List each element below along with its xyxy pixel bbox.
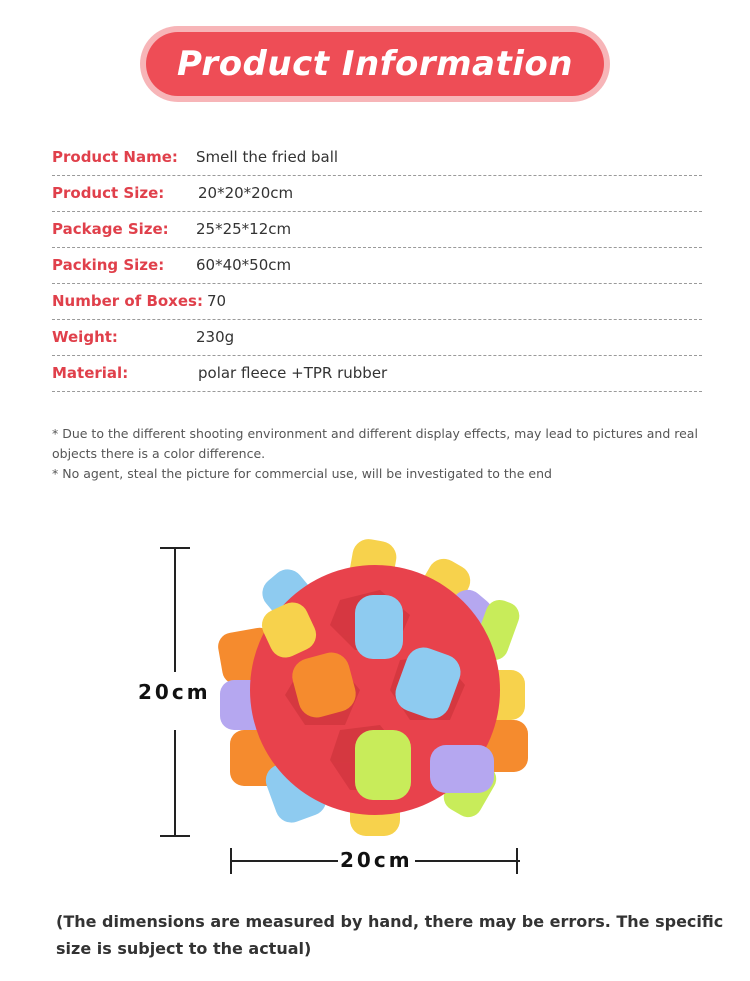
- spec-value: 20*20*20cm: [198, 184, 294, 202]
- spec-label: Product Size:: [52, 184, 165, 202]
- dimension-tick-bottom: [160, 835, 190, 837]
- spec-row-packing-size: [52, 248, 702, 284]
- spec-row-package-size: [52, 212, 702, 248]
- spec-value: 230g: [196, 328, 235, 346]
- dimension-tick-right: [516, 848, 518, 874]
- spec-label: Packing Size:: [52, 256, 165, 274]
- dimension-line-vertical-lower: [174, 730, 176, 836]
- spec-value: 60*40*50cm: [196, 256, 292, 274]
- measurement-disclaimer: (The dimensions are measured by hand, there may be errors. The specific size is subject to the actual): [56, 912, 724, 958]
- note-copyright: * No agent, steal the picture for commercial use, will be investigated to the end: [52, 466, 552, 481]
- spec-label: Number of Boxes:: [52, 292, 203, 310]
- note-color-difference: * Due to the different shooting environment and different display effects, may lead to pictures and real objects there is a color difference.: [52, 426, 698, 461]
- spec-label: Package Size:: [52, 220, 169, 238]
- spec-row-product-size: [52, 176, 702, 212]
- dimension-label-width: 20cm: [340, 848, 413, 872]
- snuffle-ball-image: [210, 530, 530, 840]
- spec-table: [52, 140, 702, 392]
- spec-row-material: [52, 356, 702, 392]
- notes: [52, 424, 712, 484]
- title-banner: [140, 26, 610, 102]
- spec-row-number-of-boxes: [52, 284, 702, 320]
- spec-label: Product Name:: [52, 148, 178, 166]
- spec-value: 25*25*12cm: [196, 220, 292, 238]
- spec-value: Smell the fried ball: [196, 148, 339, 166]
- spec-value: 70: [207, 292, 227, 310]
- spec-label: Material:: [52, 364, 129, 382]
- title-banner-inner: [146, 32, 604, 96]
- dimension-line-vertical-upper: [174, 547, 176, 672]
- spec-row-weight: [52, 320, 702, 356]
- spec-label: Weight:: [52, 328, 118, 346]
- spec-value: polar fleece +TPR rubber: [198, 364, 388, 382]
- spec-row-product-name: [52, 140, 702, 176]
- product-figure: [138, 530, 550, 890]
- dimension-label-height: 20cm: [138, 680, 211, 704]
- page-title: Product Information: [177, 44, 573, 84]
